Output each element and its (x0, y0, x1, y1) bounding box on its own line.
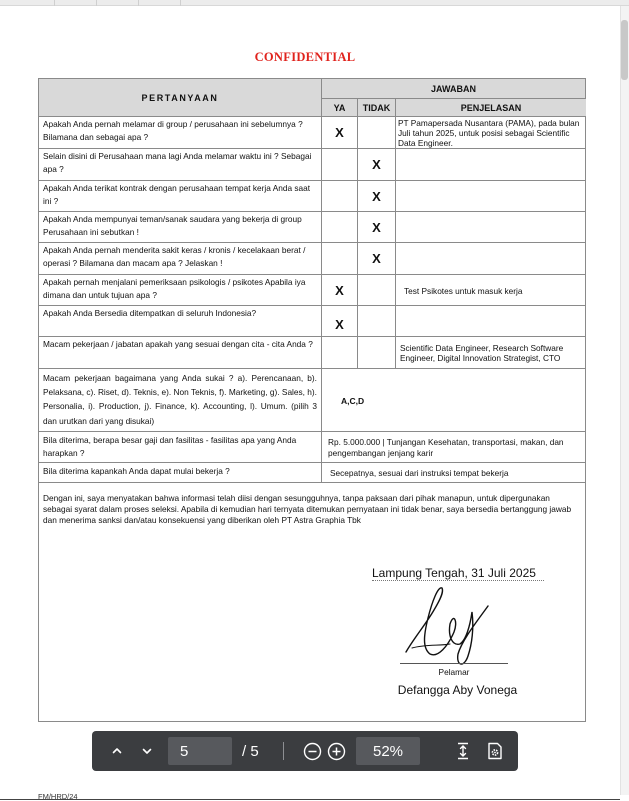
place-date: Lampung Tengah, 31 Juli 2025 (372, 566, 536, 580)
question-cell: Bila diterima kapankah Anda dapat mulai bekerja ? (39, 463, 322, 483)
signature-name: Defangga Aby Vonega (397, 683, 518, 697)
page-number-input[interactable] (168, 737, 232, 765)
zoom-in-icon[interactable] (324, 731, 348, 771)
question-cell: Apakah Anda Bersedia ditempatkan di seluruh Indonesia? (39, 306, 322, 337)
header-ya: YA (322, 99, 358, 117)
pdf-viewer-toolbar (92, 731, 518, 771)
tidak-mark (358, 117, 396, 149)
ya-mark (322, 181, 358, 212)
tidak-mark (358, 275, 396, 306)
penjelasan-cell (396, 212, 586, 243)
pdf-page (0, 6, 620, 801)
tidak-mark (358, 306, 396, 337)
penjelasan-cell (396, 181, 586, 212)
ya-mark: X (322, 306, 358, 337)
answer-cell: A,C,D (322, 369, 586, 432)
tidak-mark: X (358, 149, 396, 181)
ya-mark (322, 149, 358, 181)
question-cell: Macam pekerjaan bagaimana yang Anda sukai ? a). Perencanaan, b). Pelaksana, c). Riset, d). Teknis, e). Non Teknis, f). Marketing, g). Sales, h). Personalia, i). Production, j). Finance, k). Accounting, l). Umum. (pilih 3 dan urutkan dari yang disukai) (39, 369, 322, 432)
tidak-mark: X (358, 212, 396, 243)
header-jawaban: JAWABAN (322, 79, 586, 99)
question-cell: Selain disini di Perusahaan mana lagi Anda melamar waktu ini ? Sebagai apa ? (39, 149, 322, 181)
toolbar-divider (283, 742, 284, 760)
header-tidak: TIDAK (358, 99, 396, 117)
header-pertanyaan: PERTANYAAN (39, 79, 322, 117)
question-cell: Macam pekerjaan / jabatan apakah yang sesuai dengan cita - cita Anda ? (39, 337, 322, 369)
page-total: / 5 (242, 742, 259, 760)
penjelasan-cell: Scientific Data Engineer, Research Software Engineer, Digital Innovation Strategist, CTO (396, 337, 586, 369)
penjelasan-cell: Test Psikotes untuk masuk kerja (396, 275, 586, 306)
ya-mark: X (322, 275, 358, 306)
answer-cell: Secepatnya, sesuai dari instruksi tempat bekerja (322, 463, 586, 483)
answer-cell: Rp. 5.000.000 | Tunjangan Kesehatan, transportasi, makan, dan pengembangan jenjang karir (322, 432, 586, 463)
zoom-level[interactable]: 52% (356, 737, 420, 765)
page-settings-icon[interactable] (484, 731, 506, 771)
fit-page-icon[interactable] (452, 731, 474, 771)
question-cell: Apakah Anda pernah menderita sakit keras / kronis / kecelakaan berat / operasi ? Bilamana dan macam apa ? Jelaskan ! (39, 243, 322, 275)
signature-line (400, 663, 508, 664)
handwritten-signature (392, 584, 512, 664)
penjelasan-cell (396, 243, 586, 275)
ya-mark: X (322, 117, 358, 149)
header-penjelasan: PENJELASAN (396, 99, 586, 117)
scrollbar[interactable] (620, 6, 629, 795)
ya-mark (322, 243, 358, 275)
footer-rule (0, 799, 620, 800)
dotted-line (372, 580, 544, 581)
question-cell: Apakah Anda terikat kontrak dengan perusahaan tempat kerja Anda saat ini ? (39, 181, 322, 212)
question-cell: Bila diterima, berapa besar gaji dan fasilitas - fasilitas apa yang Anda harapkan ? (39, 432, 322, 463)
scrollbar-thumb[interactable] (621, 20, 628, 80)
chevron-down-icon[interactable] (136, 731, 158, 771)
form-code: FM/HRD/24 (38, 792, 78, 801)
tidak-mark (358, 337, 396, 369)
question-cell: Apakah Anda mempunyai teman/sanak saudara yang bekerja di group Perusahaan ini sebutkan ! (39, 212, 322, 243)
penjelasan-cell: PT Pamapersada Nusantara (PAMA), pada bulan Juli tahun 2025, untuk posisi sebagai Scientific Data Engineer. (396, 117, 586, 149)
tidak-mark: X (358, 243, 396, 275)
penjelasan-cell (396, 149, 586, 181)
chevron-up-icon[interactable] (106, 731, 128, 771)
tidak-mark: X (358, 181, 396, 212)
question-cell: Apakah pernah menjalani pemeriksaan psikologis / psikotes Apabila iya dimana dan untuk tujuan apa ? (39, 275, 322, 306)
penjelasan-cell (396, 306, 586, 337)
confidential-label: CONFIDENTIAL (254, 50, 356, 64)
ya-mark (322, 212, 358, 243)
declaration-statement: Dengan ini, saya menyatakan bahwa informasi telah diisi dengan sesungguhnya, tanpa paksaan dari pihak manapun, untuk dipergunakan sebagai syarat dalam proses seleksi. Apabila di kemudian hari ternyata ditemukan pernyataan ini tidak benar, saya bersedia bertanggung jawab dan menerima sanksi dan/atau konsekuensi yang diberikan oleh PT Astra Graphia Tbk (43, 493, 572, 525)
zoom-out-icon[interactable] (300, 731, 324, 771)
ya-mark (322, 337, 358, 369)
question-cell: Apakah Anda pernah melamar di group / perusahaan ini sebelumnya ? Bilamana dan sebagai apa ? (39, 117, 322, 149)
signature-role: Pelamar (438, 667, 470, 677)
